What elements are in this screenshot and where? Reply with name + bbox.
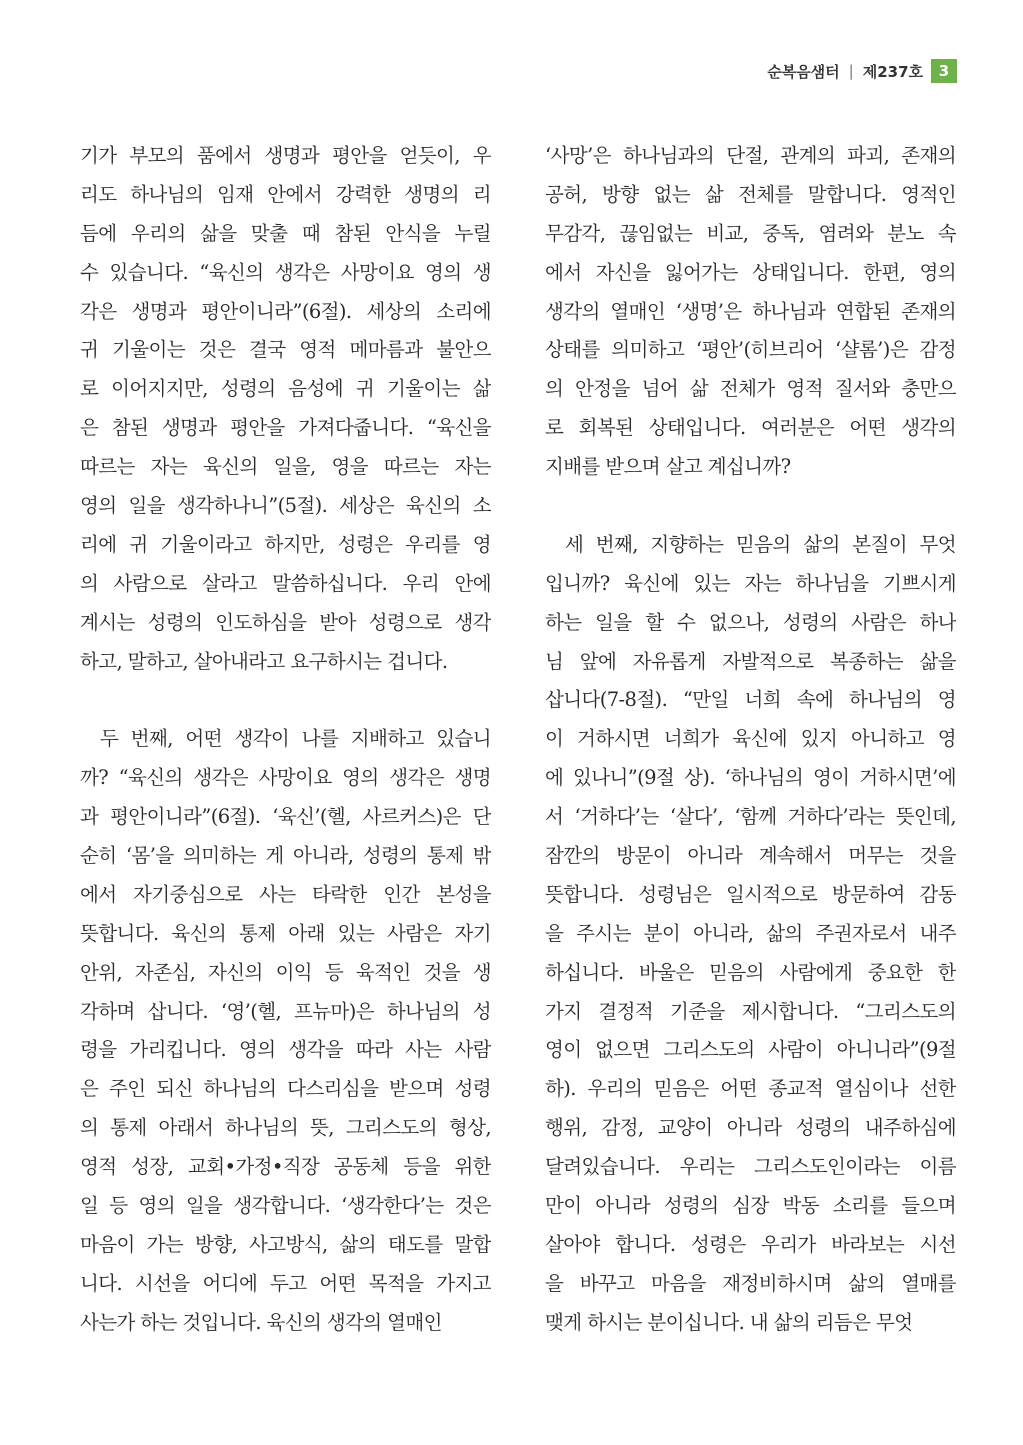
text-line: 과 평안이니라”(6절). ‘육신’(헬, 사르커스)은 단 bbox=[80, 805, 491, 829]
text-line: 수 있습니다. “육신의 생각은 사망이요 영의 생 bbox=[80, 260, 491, 284]
text-line: 님 앞에 자유롭게 자발적으로 복종하는 삶을 bbox=[545, 649, 956, 673]
text-line: 에서 자기중심으로 사는 타락한 인간 본성을 bbox=[80, 882, 491, 906]
text-line: 의 사람으로 살라고 말씀하십니다. 우리 안에 bbox=[80, 571, 491, 595]
text-line: 생각의 열매인 ‘생명’은 하나님과 연합된 존재의 bbox=[545, 299, 956, 323]
page-number-badge: 3 bbox=[931, 59, 957, 83]
text-line: 리에 귀 기울이라고 하지만, 성령은 우리를 영 bbox=[80, 532, 491, 556]
text-line bbox=[545, 487, 956, 526]
text-line bbox=[80, 681, 491, 720]
text-line: 마음이 가는 방향, 사고방식, 삶의 태도를 말합 bbox=[80, 1232, 491, 1256]
text-line: 로 이어지지만, 성령의 음성에 귀 기울이는 삶 bbox=[80, 377, 491, 401]
text-line: 공허, 방향 없는 삶 전체를 말합니다. 영적인 bbox=[545, 182, 956, 206]
text-line: 영의 일을 생각하나니”(5절). 세상은 육신의 소 bbox=[80, 494, 491, 518]
text-line: ‘사망’은 하나님과의 단절, 관계의 파괴, 존재의 bbox=[545, 144, 956, 167]
text-line: 은 참된 생명과 평안을 가져다줍니다. “육신을 bbox=[80, 416, 491, 440]
right-column bbox=[545, 137, 956, 1343]
text-line: 에 있나니”(9절 상). ‘하나님의 영이 거하시면’에 bbox=[545, 766, 956, 790]
text-line: 맺게 하시는 분이십니다. 내 삶의 리듬은 무엇 bbox=[545, 1310, 913, 1334]
text-line: 은 주인 되신 하나님의 다스리심을 받으며 성령 bbox=[80, 1077, 491, 1101]
text-line: 하). 우리의 믿음은 어떤 종교적 열심이나 선한 bbox=[545, 1077, 956, 1101]
text-line: 의 통제 아래서 하나님의 뜻, 그리스도의 형상, bbox=[80, 1116, 491, 1140]
text-line: 입니까? 육신에 있는 자는 하나님을 기쁘시게 bbox=[545, 571, 956, 595]
text-line: 가지 결정적 기준을 제시합니다. “그리스도의 bbox=[545, 999, 956, 1023]
text-line: 지배를 받으며 살고 계십니까? bbox=[545, 455, 791, 479]
text-line: 까? “육신의 생각은 사망이요 영의 생각은 생명 bbox=[80, 766, 491, 790]
text-line: 일 등 영의 일을 생각합니다. ‘생각한다’는 것은 bbox=[80, 1194, 491, 1218]
text-line: 듬에 우리의 삶을 맞출 때 참된 안식을 누릴 bbox=[80, 221, 491, 245]
text-line: 하는 일을 할 수 없으나, 성령의 사람은 하나 bbox=[545, 610, 956, 634]
issue-number: 제237호 bbox=[862, 62, 923, 81]
text-line: 을 바꾸고 마음을 재정비하시며 삶의 열매를 bbox=[545, 1271, 956, 1295]
text-line: 하십니다. 바울은 믿음의 사람에게 중요한 한 bbox=[545, 960, 956, 984]
text-line: 각은 생명과 평안이니라”(6절). 세상의 소리에 bbox=[80, 299, 491, 323]
text-line: 잠깐의 방문이 아니라 계속해서 머무는 것을 bbox=[545, 844, 956, 868]
text-line: 영적 성장, 교회•가정•직장 공동체 등을 위한 bbox=[80, 1155, 491, 1179]
magazine-title: 순복음샘터 bbox=[767, 62, 840, 81]
text-line: 사는가 하는 것입니다. 육신의 생각의 열매인 bbox=[80, 1310, 442, 1334]
text-line: 영이 없으면 그리스도의 사람이 아니니라”(9절 bbox=[545, 1038, 956, 1062]
text-line: 살아야 합니다. 성령은 우리가 바라보는 시선 bbox=[545, 1232, 956, 1256]
text-line: 세 번째, 지향하는 믿음의 삶의 본질이 무엇 bbox=[565, 532, 956, 556]
text-line: 따르는 자는 육신의 일을, 영을 따르는 자는 bbox=[80, 455, 491, 479]
text-line: 뜻합니다. 육신의 통제 아래 있는 사람은 자기 bbox=[80, 921, 491, 945]
left-column bbox=[80, 137, 491, 1343]
text-line: 리도 하나님의 임재 안에서 강력한 생명의 리 bbox=[80, 182, 491, 206]
text-line: 령을 가리킵니다. 영의 생각을 따라 사는 사람 bbox=[80, 1038, 491, 1062]
text-line: 안위, 자존심, 자신의 이익 등 육적인 것을 생 bbox=[80, 960, 491, 984]
page-header bbox=[767, 58, 957, 84]
text-line: 계시는 성령의 인도하심을 받아 성령으로 생각 bbox=[80, 610, 491, 634]
text-line: 삽니다(7-8절). “만일 너희 속에 하나님의 영 bbox=[545, 688, 956, 712]
text-line: 뜻합니다. 성령님은 일시적으로 방문하여 감동 bbox=[545, 882, 956, 906]
text-line: 이 거하시면 너희가 육신에 있지 아니하고 영 bbox=[545, 727, 956, 751]
text-line: 로 회복된 상태입니다. 여러분은 어떤 생각의 bbox=[545, 416, 956, 440]
text-line: 행위, 감정, 교양이 아니라 성령의 내주하심에 bbox=[545, 1116, 956, 1140]
text-line: 순히 ‘몸’을 의미하는 게 아니라, 성령의 통제 밖 bbox=[80, 844, 491, 868]
text-line: 두 번째, 어떤 생각이 나를 지배하고 있습니 bbox=[100, 727, 491, 751]
text-line: 달려있습니다. 우리는 그리스도인이라는 이름 bbox=[545, 1155, 956, 1179]
text-line: 의 안정을 넘어 삶 전체가 영적 질서와 충만으 bbox=[545, 377, 956, 401]
text-line: 을 주시는 분이 아니라, 삶의 주권자로서 내주 bbox=[545, 921, 956, 945]
text-line: 무감각, 끊임없는 비교, 중독, 염려와 분노 속 bbox=[545, 221, 956, 245]
text-line: 상태를 의미하고 ‘평안’(히브리어 ‘샬롬’)은 감정 bbox=[545, 338, 956, 362]
text-line: 만이 아니라 성령의 심장 박동 소리를 들으며 bbox=[545, 1194, 956, 1218]
text-line: 서 ‘거하다’는 ‘살다’, ‘함께 거하다’라는 뜻인데, bbox=[545, 805, 956, 829]
text-line: 각하며 삽니다. ‘영’(헬, 프뉴마)은 하나님의 성 bbox=[80, 999, 491, 1023]
text-line: 에서 자신을 잃어가는 상태입니다. 한편, 영의 bbox=[545, 260, 956, 284]
text-line: 기가 부모의 품에서 생명과 평안을 얻듯이, 우 bbox=[80, 144, 491, 167]
header-separator: | bbox=[848, 62, 854, 80]
text-line: 귀 기울이는 것은 결국 영적 메마름과 불안으 bbox=[80, 338, 491, 362]
text-line: 하고, 말하고, 살아내라고 요구하시는 겁니다. bbox=[80, 649, 448, 673]
text-line: 니다. 시선을 어디에 두고 어떤 목적을 가지고 bbox=[80, 1271, 491, 1295]
